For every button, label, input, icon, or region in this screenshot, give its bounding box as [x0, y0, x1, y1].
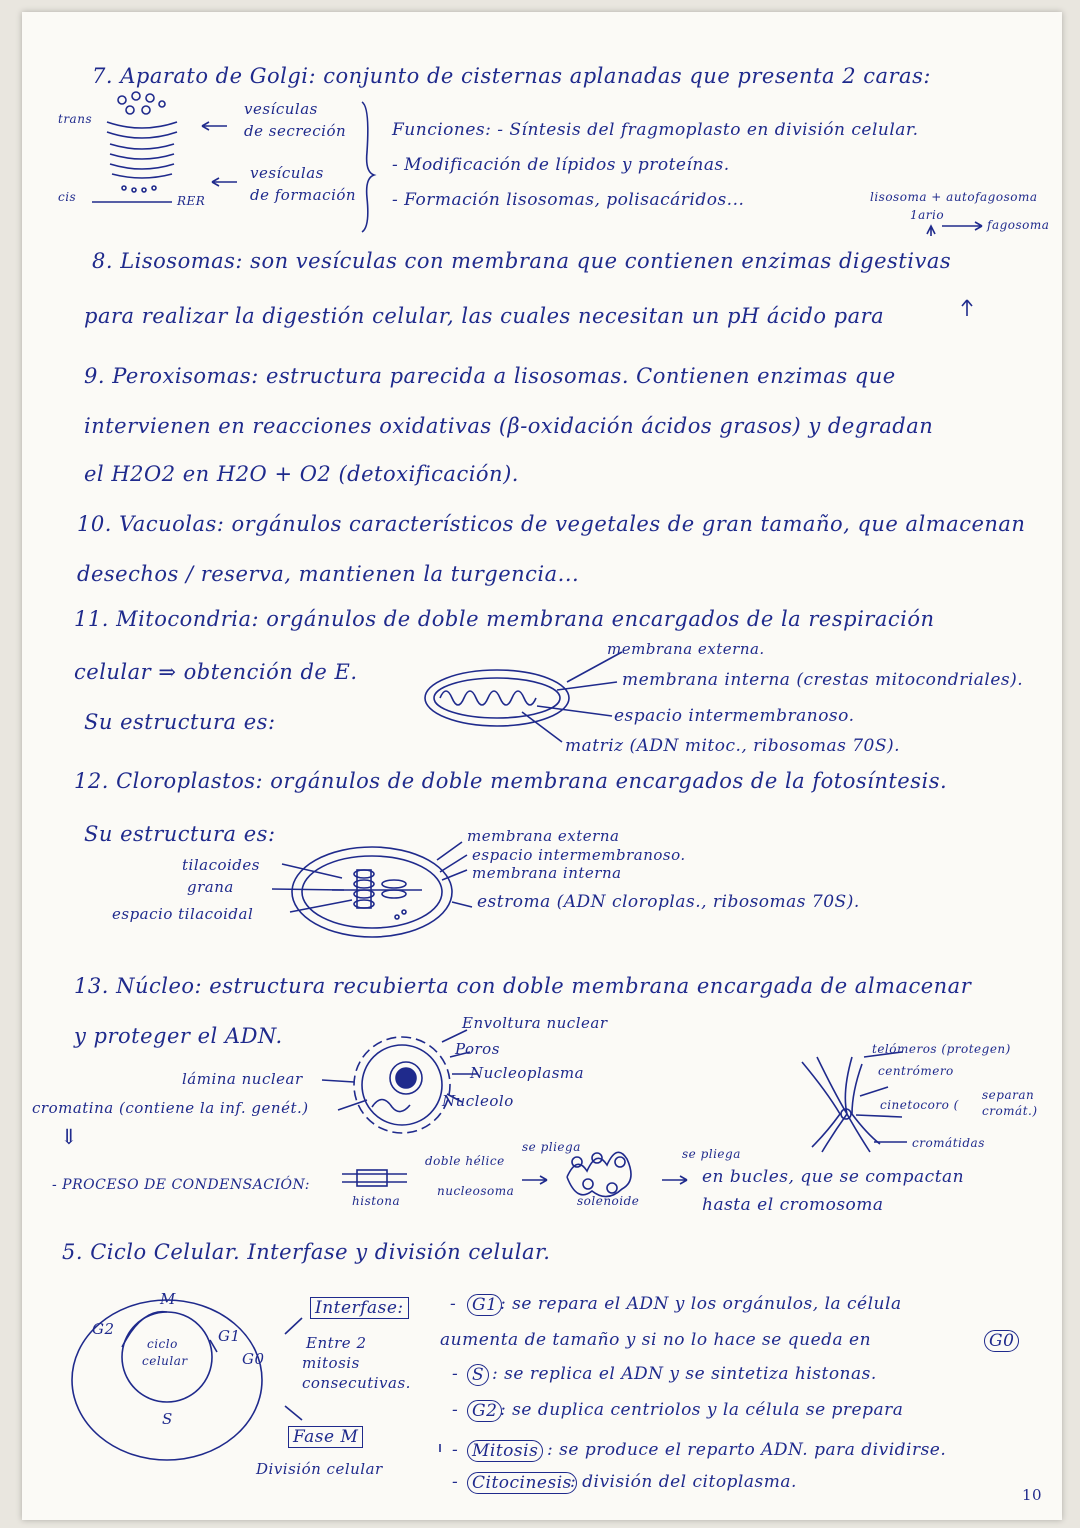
cycle-g0: G0: [242, 1350, 265, 1368]
golgi-function-1: Funciones: - Síntesis del fragmoplasto en división celular.: [392, 120, 919, 140]
cycle-center-1: ciclo: [147, 1337, 178, 1351]
chloro-label-grana: grana: [187, 878, 234, 896]
rer-label: RER: [177, 194, 206, 208]
condensation-pliega-2: se pliega: [682, 1147, 741, 1161]
chloro-label-intermembrane: espacio intermembranoso.: [472, 846, 686, 864]
cis-label: cis: [58, 190, 77, 204]
cycle-s: S: [162, 1410, 173, 1428]
nucleus-label-nucleolus: Nucleolo: [442, 1092, 514, 1110]
chloro-label-espacio: espacio tilacoidal: [112, 905, 254, 923]
g1-text-1: : se repara el ADN y los orgánulos, la célula: [500, 1294, 902, 1314]
vacuolas-line-1: 10. Vacuolas: orgánulos característicos de vegetales de gran tamaño, que almacenan: [77, 512, 1026, 536]
condensation-nucleosome: nucleosoma: [437, 1184, 515, 1198]
nucleo-line-1: 13. Núcleo: estructura recubierta con doble membrana encargada de almacenar: [74, 974, 972, 998]
s-dash: -: [452, 1364, 459, 1384]
lysosome-note-1: lisosoma + autofagosoma: [870, 190, 1038, 204]
mito-label-outer: membrana externa.: [607, 640, 765, 658]
cloroplastos-line-1: 12. Cloroplastos: orgánulos de doble membrana encargados de la fotosíntesis.: [74, 769, 948, 793]
s-badge: S: [467, 1364, 489, 1386]
fase-m-desc: División celular: [256, 1460, 383, 1478]
citocinesis-dash: -: [452, 1472, 459, 1492]
g0-badge: G0: [984, 1330, 1019, 1352]
fase-m-box: Fase M: [288, 1426, 363, 1448]
nucleus-label-chromatin: cromatina (contiene la inf. genét.): [32, 1099, 309, 1117]
mitocondria-line-3: Su estructura es:: [84, 710, 276, 734]
lisosomas-line-1: 8. Lisosomas: son vesículas con membrana que contienen enzimas digestivas: [92, 249, 952, 273]
mito-label-inner: membrana interna (crestas mitocondriales).: [622, 670, 1024, 690]
g2-text: : se duplica centriolos y la célula se prepara: [500, 1400, 904, 1420]
golgi-heading: 7. Aparato de Golgi: conjunto de cisternas aplanadas que presenta 2 caras:: [92, 64, 931, 88]
chromosome-label-cromat: cromát.): [982, 1104, 1038, 1118]
vesicles-formation-label-2: de formación: [250, 186, 357, 204]
chloro-label-outer: membrana externa: [467, 827, 620, 845]
nucleus-drawing: [322, 1030, 477, 1133]
interfase-desc-1: Entre 2: [306, 1334, 367, 1352]
vesicles-secretion-label-2: de secreción: [244, 122, 347, 140]
vesicles-formation-label-1: vesículas: [250, 164, 324, 182]
trans-label: trans: [58, 112, 93, 126]
interfase-desc-3: consecutivas.: [302, 1374, 411, 1392]
down-arrow-icon: ⇓: [60, 1125, 79, 1149]
nucleus-label-envelope: Envoltura nuclear: [462, 1014, 608, 1032]
mitosis-badge: Mitosis: [467, 1440, 543, 1462]
chromosome-label-kinetochore: cinetocoro (: [880, 1098, 959, 1112]
chromosome-label-separan: separan: [982, 1088, 1035, 1102]
interfase-box: Interfase:: [310, 1297, 409, 1319]
interfase-desc-2: mitosis: [302, 1354, 360, 1372]
chloro-label-stroma: estroma (ADN cloroplas., ribosomas 70S).: [477, 892, 860, 912]
g2-badge: G2: [467, 1400, 502, 1422]
mitochondria-drawing: [425, 652, 622, 742]
page-number: 10: [1022, 1486, 1043, 1504]
mitosis-text: : se produce el reparto ADN. para dividirse.: [547, 1440, 947, 1460]
cycle-m: M: [160, 1290, 176, 1308]
g1-badge: G1: [467, 1294, 502, 1316]
notebook-page: [22, 12, 1062, 1520]
condensation-label: - PROCESO DE CONDENSACIÓN:: [52, 1177, 310, 1193]
peroxisomas-line-2: intervienen en reacciones oxidativas (β-oxidación ácidos grasos) y degradan: [84, 414, 934, 438]
s-text: : se replica el ADN y se sintetiza histonas.: [492, 1364, 877, 1384]
mito-label-intermembrane: espacio intermembranoso.: [614, 706, 855, 726]
golgi-function-2: - Modificación de lípidos y proteínas.: [392, 155, 730, 175]
peroxisomas-line-3: el H2O2 en H2O + O2 (detoxificación).: [84, 462, 519, 486]
peroxisomas-line-1: 9. Peroxisomas: estructura parecida a lisosomas. Contienen enzimas que: [84, 364, 896, 388]
mitocondria-line-2: celular ⇒ obtención de E.: [74, 660, 358, 684]
nucleus-label-lamina: lámina nuclear: [182, 1070, 303, 1088]
chromosome-label-telomeres: telómeros (protegen): [872, 1042, 1011, 1056]
citocinesis-badge: Citocinesis: [467, 1472, 577, 1494]
cycle-g1: G1: [218, 1327, 241, 1345]
condensation-pliega-1: se pliega: [522, 1140, 581, 1154]
lysosome-note-3: fagosoma: [987, 218, 1050, 232]
mito-label-matrix: matriz (ADN mitoc., ribosomas 70S).: [565, 736, 901, 756]
up-arrow-icon: [962, 300, 972, 316]
mitocondria-line-1: 11. Mitocondria: orgánulos de doble membrana encargados de la respiración: [74, 607, 935, 631]
g1-text-2: aumenta de tamaño y si no lo hace se queda en: [440, 1330, 872, 1350]
nucleus-label-pores: Poros: [455, 1040, 500, 1058]
condensation-drawing: [342, 1152, 687, 1196]
vesicles-secretion-label-1: vesículas: [244, 100, 318, 118]
g1-dash: -: [450, 1294, 457, 1314]
ciclo-heading: 5. Ciclo Celular. Interfase y división celular.: [62, 1240, 551, 1264]
lisosomas-line-2: para realizar la digestión celular, las cuales necesitan un pH ácido para: [84, 304, 885, 328]
chromosome-label-chromatids: cromátidas: [912, 1136, 985, 1150]
chloro-label-tilacoides: tilacoides: [182, 856, 260, 874]
mitosis-dash: -: [452, 1440, 459, 1460]
vacuolas-line-2: desechos / reserva, mantienen la turgencia...: [77, 562, 580, 586]
chloroplast-drawing: [272, 842, 472, 937]
condensation-histona: histona: [352, 1194, 401, 1208]
condensation-solenoid: solenoide: [577, 1194, 640, 1208]
condensation-loops-2: hasta el cromosoma: [702, 1195, 884, 1215]
condensation-double-helix: doble hélice: [425, 1154, 505, 1168]
chromosome-label-centromere: centrómero: [878, 1064, 954, 1078]
g2-dash: -: [452, 1400, 459, 1420]
nucleo-line-2: y proteger el ADN.: [74, 1024, 283, 1048]
cycle-center-2: celular: [142, 1354, 188, 1368]
golgi-function-3: - Formación lisosomas, polisacáridos...: [392, 190, 745, 210]
citocinesis-text: : división del citoplasma.: [570, 1472, 797, 1492]
lysosome-note-2: 1ario: [910, 208, 945, 222]
condensation-loops-1: en bucles, que se compactan: [702, 1167, 965, 1187]
cloroplastos-line-2: Su estructura es:: [84, 822, 276, 846]
nucleus-label-nucleoplasm: Nucleoplasma: [470, 1064, 585, 1082]
cycle-g2: G2: [92, 1320, 115, 1338]
chloro-label-inner: membrana interna: [472, 864, 622, 882]
